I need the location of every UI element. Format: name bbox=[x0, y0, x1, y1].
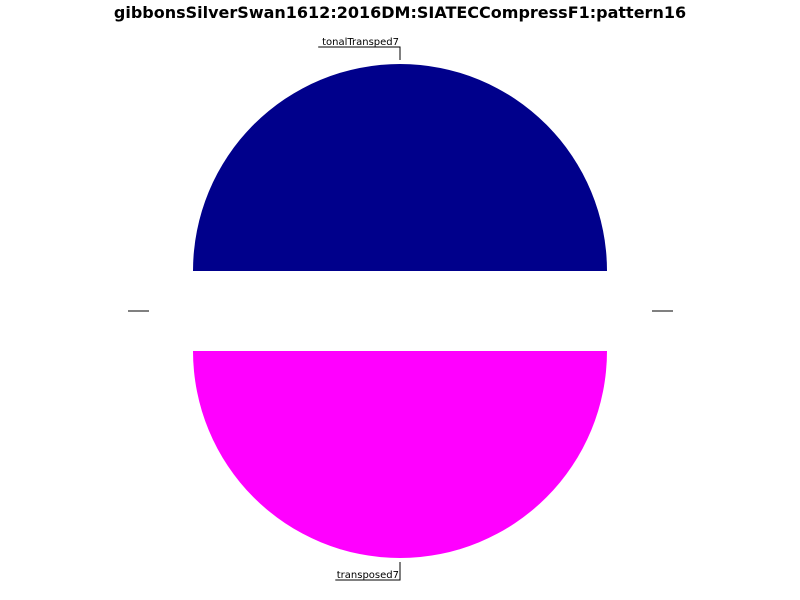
chart-title: gibbonsSilverSwan1612:2016DM:SIATECCompressF1:pattern16 bbox=[113, 3, 687, 22]
pie-slices bbox=[193, 64, 607, 558]
leader-line-tonalTransped7 bbox=[318, 47, 400, 60]
slice-label-transposed7: transposed7 bbox=[336, 570, 399, 581]
slice-label-tonalTransped7: tonalTransped7 bbox=[322, 37, 399, 48]
pie-slice-tonalTransped7 bbox=[193, 64, 607, 271]
pie-slice-transposed7 bbox=[193, 351, 607, 558]
